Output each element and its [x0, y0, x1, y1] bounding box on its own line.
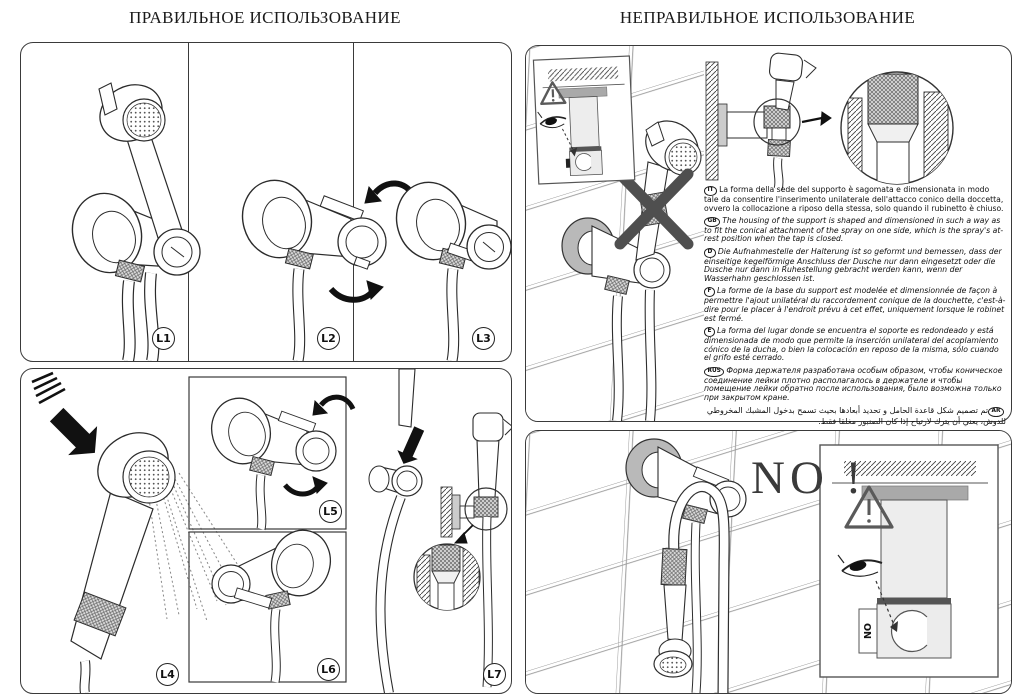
step-label-l1: L1	[152, 327, 175, 350]
hose	[380, 497, 401, 693]
spray-head	[769, 52, 804, 81]
spray-head	[473, 413, 503, 441]
inset-warning-box	[533, 56, 634, 184]
language-badge: RUS	[704, 367, 724, 377]
hose	[275, 609, 277, 682]
language-warning-f: F La forme de la base du support est modelée et dimensionnée de façon à permettre l'ajout unilatéral du raccordement conique de la douchette, c'est-à-dire pour le placer à l'endroit prévu à cet effet, uniquement lorsque le robinet est fermé.	[704, 286, 1006, 323]
spray-handle	[664, 585, 686, 641]
language-warning-d: D Die Aufnahmestelle der Halterung ist so geformt und bemessen, dass der einseitige kegelförmige Anschluss der Dusche nur dann eingesetzt oder die Dusche nur dann in Ruhestellung gebracht werden kann, wenn der Wasserhahn geschlossen ist.	[704, 246, 1002, 284]
panel-correct-bottom	[20, 368, 512, 694]
hose	[695, 523, 697, 693]
hose	[650, 290, 652, 421]
spray-lever	[503, 419, 511, 435]
step-l6-drawing	[212, 523, 338, 682]
language-badge: AR	[988, 407, 1004, 417]
language-badge: F	[704, 287, 715, 297]
hose	[487, 517, 489, 687]
incorrect-usage-title: НЕПРАВИЛЬНОЕ ИСПОЛЬЗОВАНИЕ	[619, 8, 916, 27]
language-warning-gb: GB The housing of the support is shaped and dimensioned in such a way as to fit the conical attachment of the spray on one side, which is the spray's at-rest position when the tap is closed.	[704, 215, 1004, 244]
step-l7-drawing	[369, 369, 511, 693]
language-badge: GB	[704, 217, 720, 227]
panel-incorrect-bottom	[525, 430, 1012, 694]
knurled-grip	[661, 548, 687, 585]
hose	[128, 273, 154, 361]
spray-face	[660, 657, 686, 673]
spray-handle	[776, 80, 794, 110]
language-warning-ar: ARتم تصميم شكل قاعدة الحامل و تحديد أبعادها بحيث تسمح بدخول المشبك المخروطي للدوش، يعني أن يترك لارتياح إذا كان الصنبور مغلقا فقط.	[706, 406, 1006, 427]
knurled-nut	[768, 139, 791, 156]
spray-face	[127, 103, 161, 137]
wall-section	[706, 62, 718, 180]
step-label-l4: L4	[156, 663, 179, 686]
language-badge: IT	[704, 186, 717, 196]
spray-handle	[399, 369, 415, 427]
press-arrow-icon	[398, 427, 423, 463]
step-label-l6: L6	[317, 658, 340, 681]
step-label-l7: L7	[483, 663, 506, 686]
spray-lever	[804, 60, 816, 78]
wall-section	[441, 487, 452, 537]
language-warning-rus: RUS Форма держателя разработана особым образом, чтобы коническое соединение лейки плотно располагалось в держателе и чтобы помещение лейки обратно после использования, было возможна только при закрытом кране.	[704, 365, 1003, 403]
language-badge: E	[704, 327, 715, 337]
step-label-l3: L3	[472, 327, 495, 350]
press-arrow-icon	[32, 373, 97, 455]
panel-correct-top	[20, 42, 512, 362]
hose	[617, 296, 619, 421]
hose	[298, 269, 300, 361]
step-label-l2: L2	[317, 327, 340, 350]
no-tab-label: NO	[863, 622, 874, 640]
language-warning-it: IT La forma della sede del supporto è sagomata e dimensionata in modo tale da consentire l'inserimento unilaterale dell'attacco conico della doccetta, ovvero la collocazione a riposo della stessa, solo quando il rubinetto è chiuso.	[704, 185, 1004, 213]
spray-face	[129, 457, 169, 497]
steps-l4-l7-illustration	[21, 369, 511, 693]
hose	[260, 475, 262, 529]
step-l1-drawing	[63, 74, 200, 361]
language-badge: D	[704, 248, 716, 258]
multilingual-warnings	[704, 186, 1006, 430]
spray-face	[669, 143, 697, 171]
hose	[452, 269, 454, 361]
hose	[84, 661, 85, 693]
conical-seat	[474, 497, 498, 517]
steps-l1-l3-illustration	[21, 43, 511, 361]
step-l4-drawing	[32, 373, 243, 693]
panel-incorrect-top	[525, 45, 1012, 427]
no-warning-text: NO !	[751, 452, 867, 504]
step-label-l5: L5	[319, 500, 342, 523]
language-warning-e: E La forma del lugar donde se encuentra el soporte es redondeado y está dimensionada de modo que permite la inserción unilateral del acoplamiento cónico de la ducha, o bien la colocación en reposo de la misma, sólo cuando el grifo esté cerrado.	[704, 326, 999, 363]
correct-usage-title: ПРАВИЛЬНОЕ ИСПОЛЬЗОВАНИЕ	[129, 8, 401, 27]
seat-section-drawing	[706, 52, 953, 189]
